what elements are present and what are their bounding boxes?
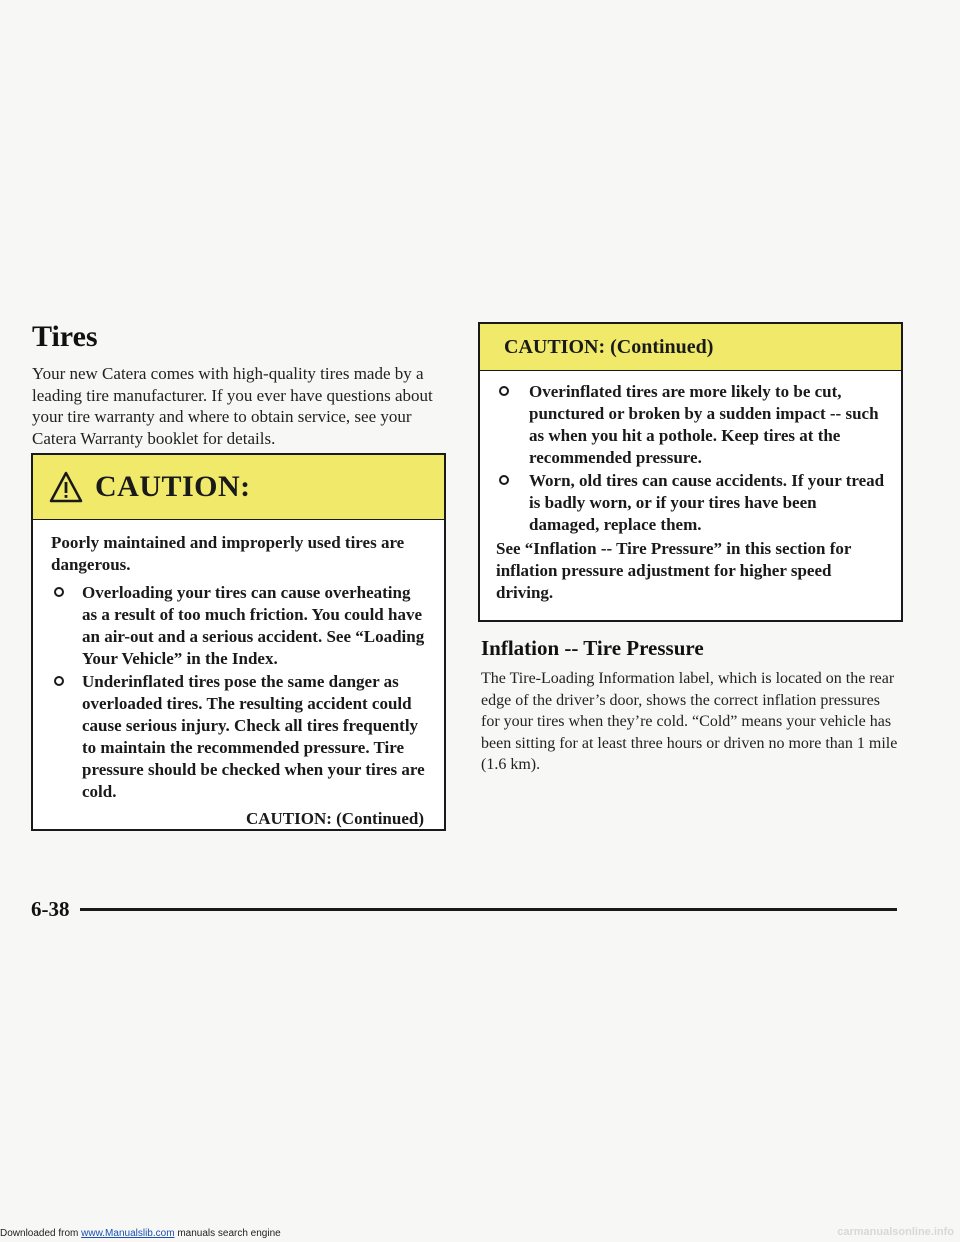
subsection-title: Inflation -- Tire Pressure	[481, 636, 704, 660]
bullet-text: Overinflated tires are more likely to be cut, punctured or broken by a sudden impact -- such as when you hit a pothole. Keep tires at the recommended pressure.	[529, 382, 879, 467]
banner-prefix: Downloaded from	[0, 1228, 79, 1239]
page-number: 6-38	[31, 897, 70, 921]
caution-lead: Poorly maintained and improperly used tires are dangerous.	[51, 533, 405, 574]
list-item	[496, 470, 885, 536]
bullet-text: Worn, old tires can cause accidents. If your tread is badly worn, or if your tires have been damaged, replace them.	[529, 471, 885, 534]
download-banner	[0, 1228, 281, 1239]
inflation-paragraph: The Tire-Loading Information label, which is located on the rear edge of the driver’s door, shows the correct inflation pressures for your tires when they’re cold. “Cold” means your vehicle has been sitting for at least three hours or driven no more than 1 mile (1.6 km).	[481, 670, 898, 773]
caution-continued-note: CAUTION: (Continued)	[245, 809, 424, 828]
list-item	[51, 582, 428, 670]
bullet-text: Overloading your tires can cause overheating as a result of too much friction. You could have an air-out and a serious accident. See “Loading Your Vehicle” in the Index.	[82, 583, 425, 668]
list-item	[496, 381, 885, 469]
intro-paragraph: Your new Catera comes with high-quality tires made by a leading tire manufacturer. If you ever have questions about your tire warranty and where to obtain service, see your Catera Warranty booklet for details.	[32, 364, 433, 448]
section-title: Tires	[32, 320, 98, 353]
manualslib-link[interactable]: www.Manualslib.com	[81, 1228, 175, 1239]
caution-continued-box	[478, 322, 903, 622]
page-footer	[31, 897, 897, 922]
caution-continued-header: CAUTION: (Continued)	[480, 324, 901, 371]
bullet-icon	[54, 587, 64, 597]
caution-header	[33, 455, 444, 520]
footer-rule	[80, 908, 898, 911]
caution-continued-body	[480, 371, 901, 604]
bullet-icon	[499, 386, 509, 396]
caution-bullet-list	[496, 381, 885, 536]
watermark: carmanualsonline.info	[837, 1226, 954, 1238]
bullet-icon	[54, 676, 64, 686]
list-item	[51, 671, 428, 803]
caution-bullet-list	[51, 582, 428, 803]
bullet-icon	[499, 475, 509, 485]
banner-suffix: manuals search engine	[177, 1228, 281, 1239]
warning-triangle-icon	[49, 470, 83, 504]
caution-box	[31, 453, 446, 831]
caution-note: See “Inflation -- Tire Pressure” in this section for inflation pressure adjustment for higher speed driving.	[496, 539, 852, 602]
caution-body	[33, 520, 444, 830]
bullet-text: Underinflated tires pose the same danger as overloaded tires. The resulting accident could cause serious injury. Check all tires frequently to maintain the recommended pressure. Tire pressure should be checked when your tires are cold.	[82, 672, 425, 801]
caution-label: CAUTION:	[95, 470, 251, 503]
